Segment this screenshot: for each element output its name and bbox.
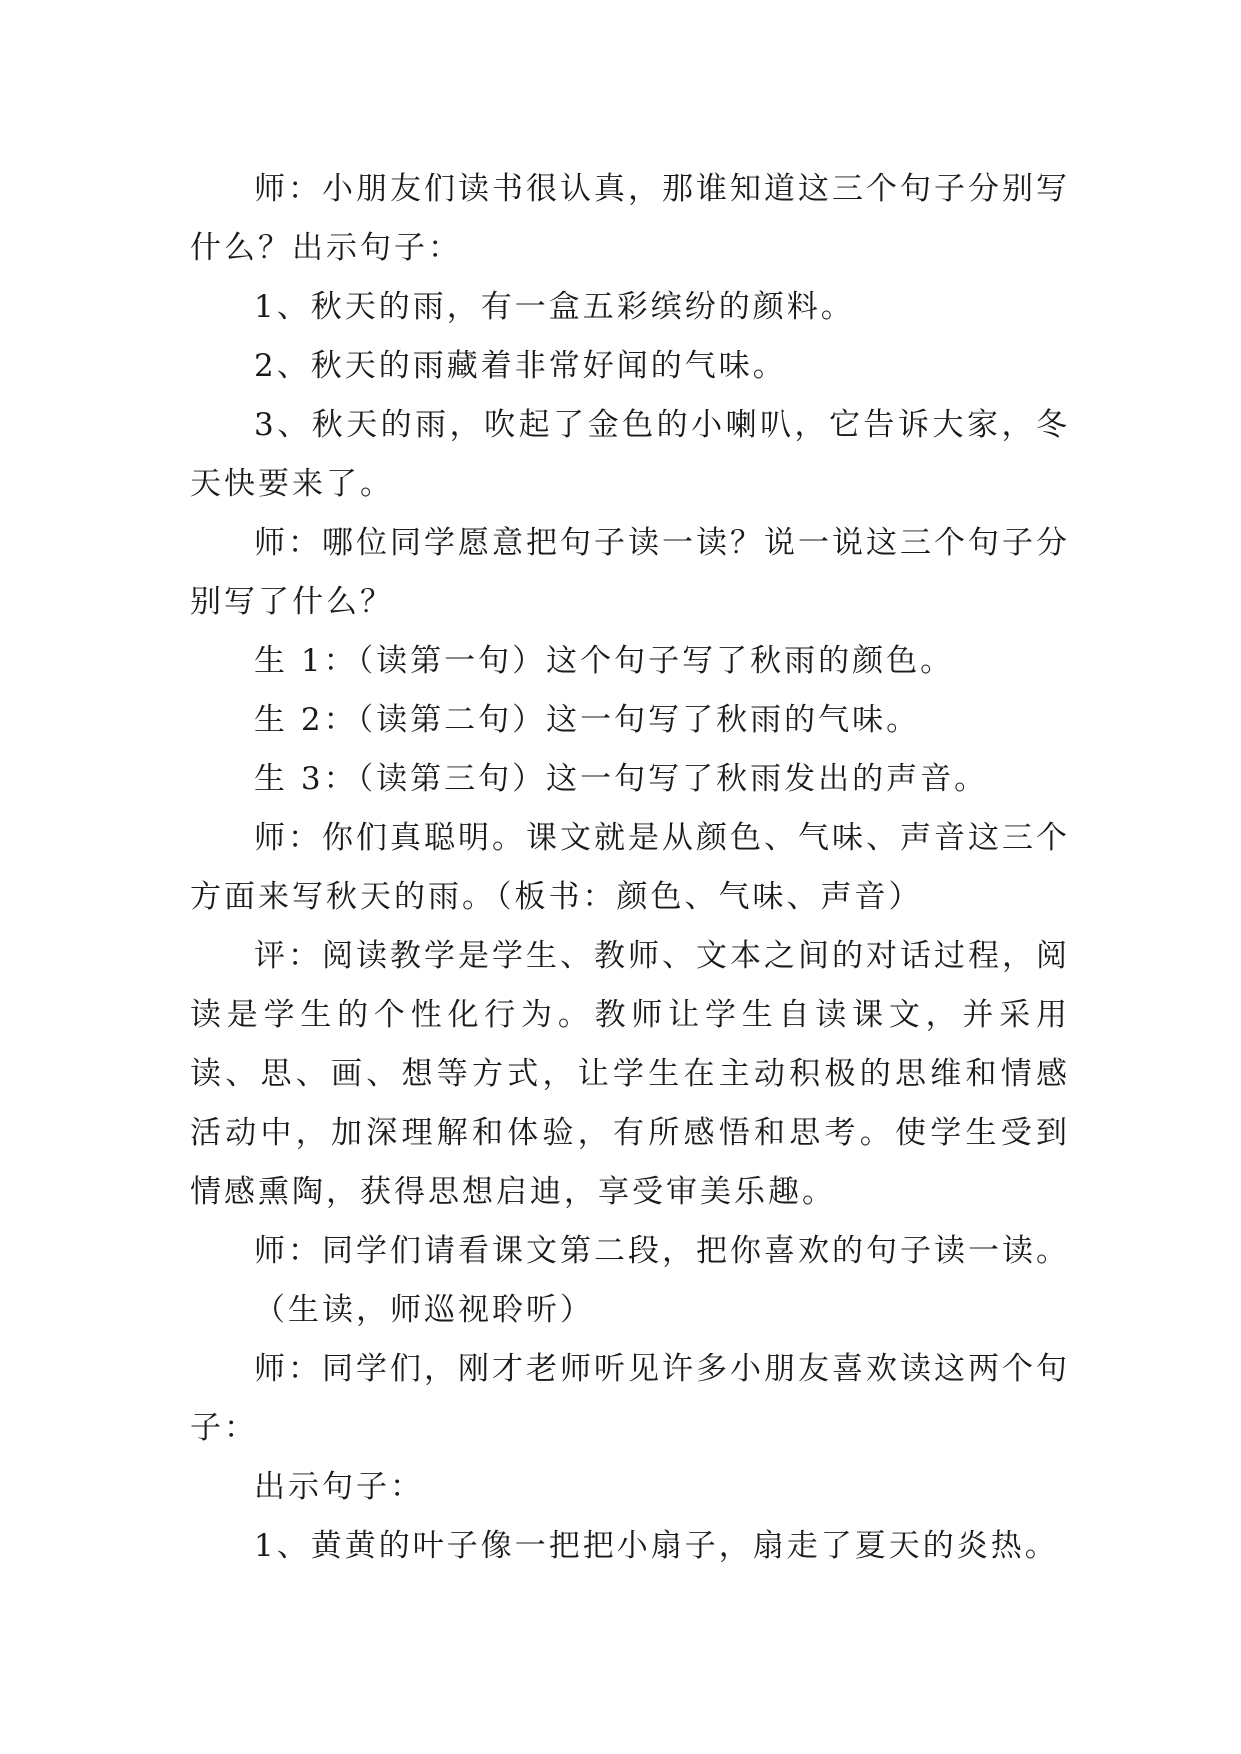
paragraph-teacher-remark: 师：同学们，刚才老师听见许多小朋友喜欢读这两个句子： <box>190 1351 1070 1446</box>
student-answer-1: 生 1：（读第一句）这个句子写了秋雨的颜色。 <box>254 643 955 679</box>
sentence-item-1: 1、秋天的雨，有一盒五彩缤纷的颜料。 <box>254 289 855 325</box>
paragraph-show-sentences: 出示句子： <box>254 1469 424 1505</box>
student-answer-3: 生 3：（读第三句）这一句写了秋雨发出的声音。 <box>254 761 989 797</box>
sentence-item-leaves: 1、黄黄的叶子像一把把小扇子，扇走了夏天的炎热。 <box>254 1528 1059 1564</box>
paragraph-stage-direction: （生读，师巡视聆听） <box>254 1292 594 1328</box>
paragraph-teacher-instruction: 师：同学们请看课文第二段，把你喜欢的句子读一读。 <box>254 1233 1070 1269</box>
document-body <box>190 160 1070 1576</box>
student-answer-2: 生 2：（读第二句）这一句写了秋雨的气味。 <box>254 702 921 738</box>
sentence-item-3: 3、秋天的雨，吹起了金色的小喇叭，它告诉大家，冬天快要来了。 <box>190 407 1070 502</box>
sentence-item-2: 2、秋天的雨藏着非常好闻的气味。 <box>254 348 787 384</box>
paragraph-teacher-praise: 师：你们真聪明。课文就是从颜色、气味、声音这三个方面来写秋天的雨。（板书：颜色、气味、声音） <box>190 820 1070 915</box>
paragraph-teacher-ask: 师：哪位同学愿意把句子读一读？说一说这三个句子分别写了什么？ <box>190 525 1070 620</box>
paragraph-commentary: 评：阅读教学是学生、教师、文本之间的对话过程，阅读是学生的个性化行为。教师让学生自读课文，并采用读、思、画、想等方式，让学生在主动积极的思维和情感活动中，加深理解和体验，有所感悟和思考。使学生受到情感熏陶，获得思想启迪，享受审美乐趣。 <box>190 938 1070 1210</box>
paragraph-teacher-question: 师：小朋友们读书很认真，那谁知道这三个句子分别写什么？出示句子： <box>190 171 1070 266</box>
